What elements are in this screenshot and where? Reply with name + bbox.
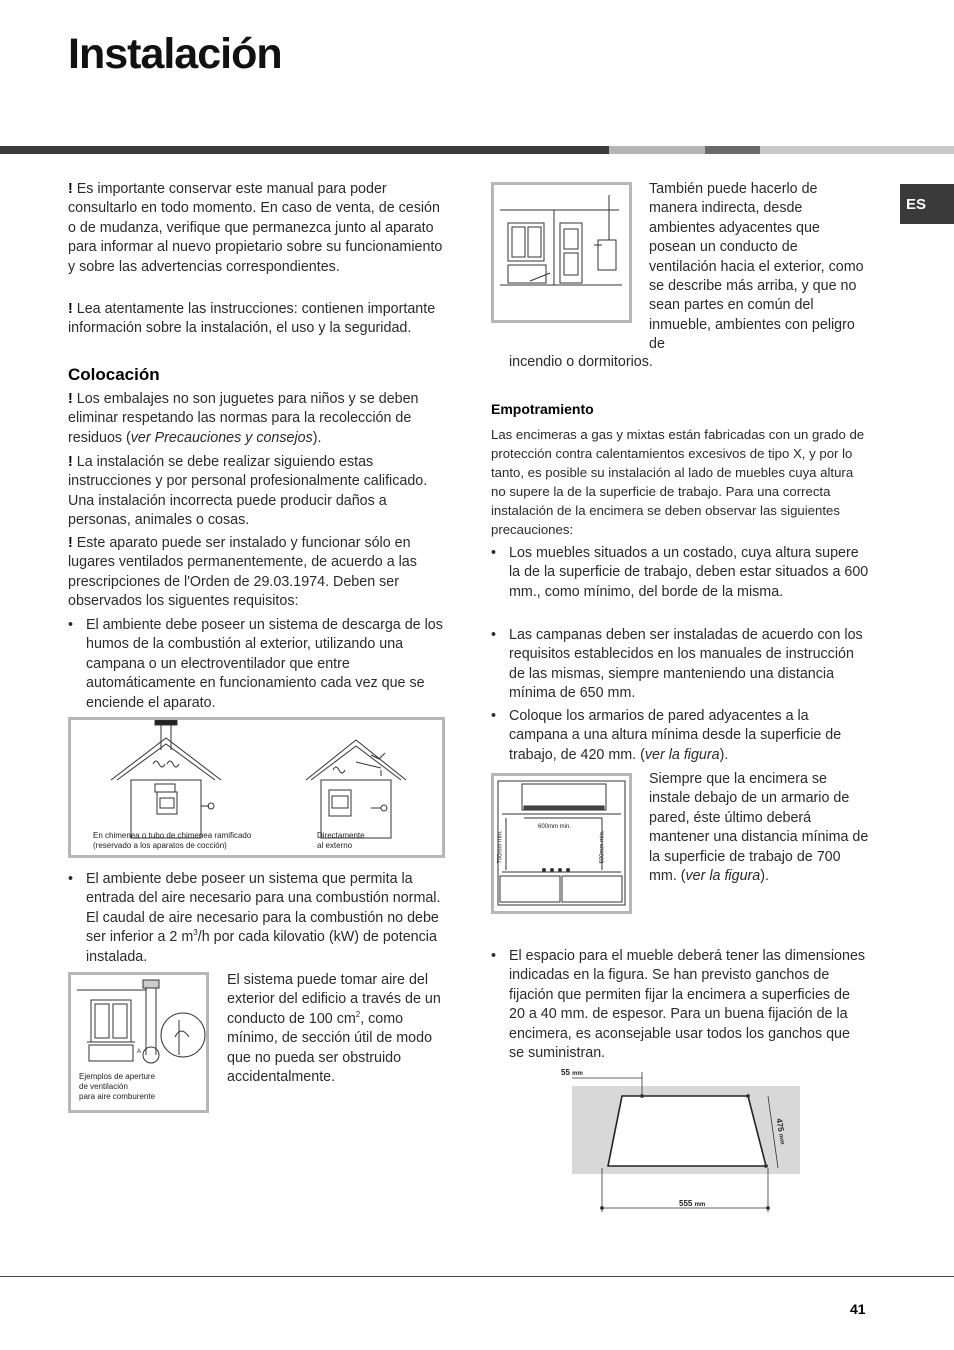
figure-exhaust-caption-right: Directamente al externo — [317, 831, 365, 850]
cabinet-clearance-illustration — [494, 776, 629, 911]
list-item-furniture-space: • El espacio para el mueble deberá tener las dimensiones indicadas en la figura. Se han previsto ganchos de fijación que permiten fijar la encimera a superficies de 20 a 40 mm. de espesor. Para un buena fijación de la encimera, es aconsejable usar todos los ganchos que se suministran. — [491, 948, 866, 1062]
indirect-ventilation-paragraph: También puede hacerlo de manera indirecta, desde ambientes adyacentes que posean un conducto de ventilación hacia el exterior, como se describe más arriba, y que no sean partes en común del inmueble, ambientes con peligro de — [649, 181, 864, 353]
figure-adjacent-room — [491, 182, 632, 323]
intro-paragraph-1: ! Es importante conservar este manual para poder consultarlo en todo momento. En caso de venta, de cesión o de mudanza, verifique que permanezca junto al aparato para informar al nuevo propietario sobre su funcionamiento y sobre las advertencias correspondientes. — [68, 181, 443, 275]
figure-cabinet-label-600-vertical: 600mm min. — [599, 830, 606, 864]
exclamation-mark: ! — [68, 181, 73, 197]
header-rule-lighter — [760, 146, 954, 154]
air-system-paragraph: El sistema puede tomar aire del exterior del edificio a través de un conducto de 100 $cm^2$, como mínimo, de sección útil de modo que no pueda ser obstruido accidentalmente. — [227, 972, 441, 1086]
intro-paragraph-2: ! Lea atentamente las instrucciones: contienen importante información sobre la instalación, el uso y la seguridad. — [68, 301, 436, 337]
list-item-side-furniture: • Los muebles situados a un costado, cuya altura supere la de la superficie de trabajo, deben estar situados a 600 mm., como mínimo, del borde de la misma. — [491, 545, 869, 600]
page-title: Instalación — [68, 30, 282, 78]
colocacion-paragraph-2: ! La instalación se debe realizar siguiendo estas instrucciones y por personal profesionalmente calificado. Una instalación incorrecta puede producir daños a personas, animales o cosas. — [68, 454, 428, 529]
list-item-wall-cabinets: • Coloque los armarios de pared adyacentes a la campana a una altura mínima desde la superficie de trabajo, de 420 mm. (ver la figura). — [491, 708, 842, 763]
figure-ventilation-label-a: A — [137, 1049, 142, 1055]
page-number: 41 — [850, 1301, 866, 1317]
header-rule-mid — [705, 146, 760, 154]
figure-cabinet-clearance — [491, 773, 632, 914]
colocacion-paragraph-3: ! Este aparato puede ser instalado y funcionar sólo en lugares ventilados permanentemente, de acuerdo a las prescripciones de l'Orden de 29.03.1974. Deben ser observados los siguentes requisitos: — [68, 535, 417, 610]
figure-cabinet-label-600-horizontal: 600mm min. — [538, 824, 572, 830]
header-rule-light — [609, 146, 705, 154]
figure-cutout-dimensions — [560, 1068, 800, 1218]
figure-ventilation-openings — [68, 972, 209, 1113]
figure-exhaust-options — [68, 717, 445, 858]
indirect-ventilation-end: incendio o dormitorios. — [509, 354, 653, 370]
adjacent-room-illustration — [494, 185, 629, 320]
dimension-label-555: 555 mm — [679, 1199, 706, 1208]
language-tab: ES — [900, 184, 954, 224]
figure-cabinet-label-700: 700mm min. — [497, 830, 504, 864]
list-item-air-intake: • El ambiente debe poseer un sistema que permita la entrada del aire necesario para una combustión normal. El caudal de aire necesario para la combustión no debe ser inferior a 2 $m^3/h$ por cada kilovatio (kW) de potencia instalada. — [68, 871, 441, 965]
figure-exhaust-caption-left: En chimenea o tubo de chimenea ramificado (reservado a los aparatos de cocción) — [93, 831, 252, 850]
colocacion-paragraph-1: ! Los embalajes no son juguetes para niños y se deben eliminar respetando las normas para la recolección de residuos (ver Precauciones y consejos). — [68, 391, 419, 446]
colocacion-heading: Colocación — [68, 365, 160, 384]
exclamation-mark: ! — [68, 301, 73, 317]
header-rule-dark — [0, 146, 609, 154]
list-item-hoods: • Las campanas deben ser instaladas de acuerdo con los requisitos establecidos en los manuales de instrucción de las mismas, siempre manteniendo una distancia mínima de 650 mm. — [491, 627, 863, 702]
cabinet-distance-paragraph: Siempre que la encimera se instale debajo de un armario de pared, éste último deberá mantener una distancia mínima de la superficie de trabajo de 700 mm. (ver la figura). — [649, 771, 869, 885]
dimension-label-475: 475 mm — [774, 1117, 786, 1146]
figure-ventilation-caption: Ejemplos de aperture de ventilación para aire comburente — [79, 1072, 156, 1101]
list-item-ventilation-exhaust: • El ambiente debe poseer un sistema de descarga de los humos de la combustión al exterior, utilizando una campana o un electroventilador que entre automáticamente en funcionamiento cada vez que se enciende el aparato. — [68, 617, 443, 711]
empotramiento-heading: Empotramiento — [491, 401, 594, 417]
footer-rule — [0, 1276, 954, 1277]
dimension-label-55: 55 mm — [561, 1068, 583, 1077]
cutout-dimensions-illustration — [560, 1068, 800, 1218]
empotramiento-paragraph: Las encimeras a gas y mixtas están fabricadas con un grado de protección contra calentamientos excesivos de tipo X, y por lo tanto, es posible su instalación al lado de muebles cuya altura no supere la de la superficie de trabajo. Para una correcta instalación de la encimera se deben observar las siguientes precauciones: — [491, 427, 865, 537]
